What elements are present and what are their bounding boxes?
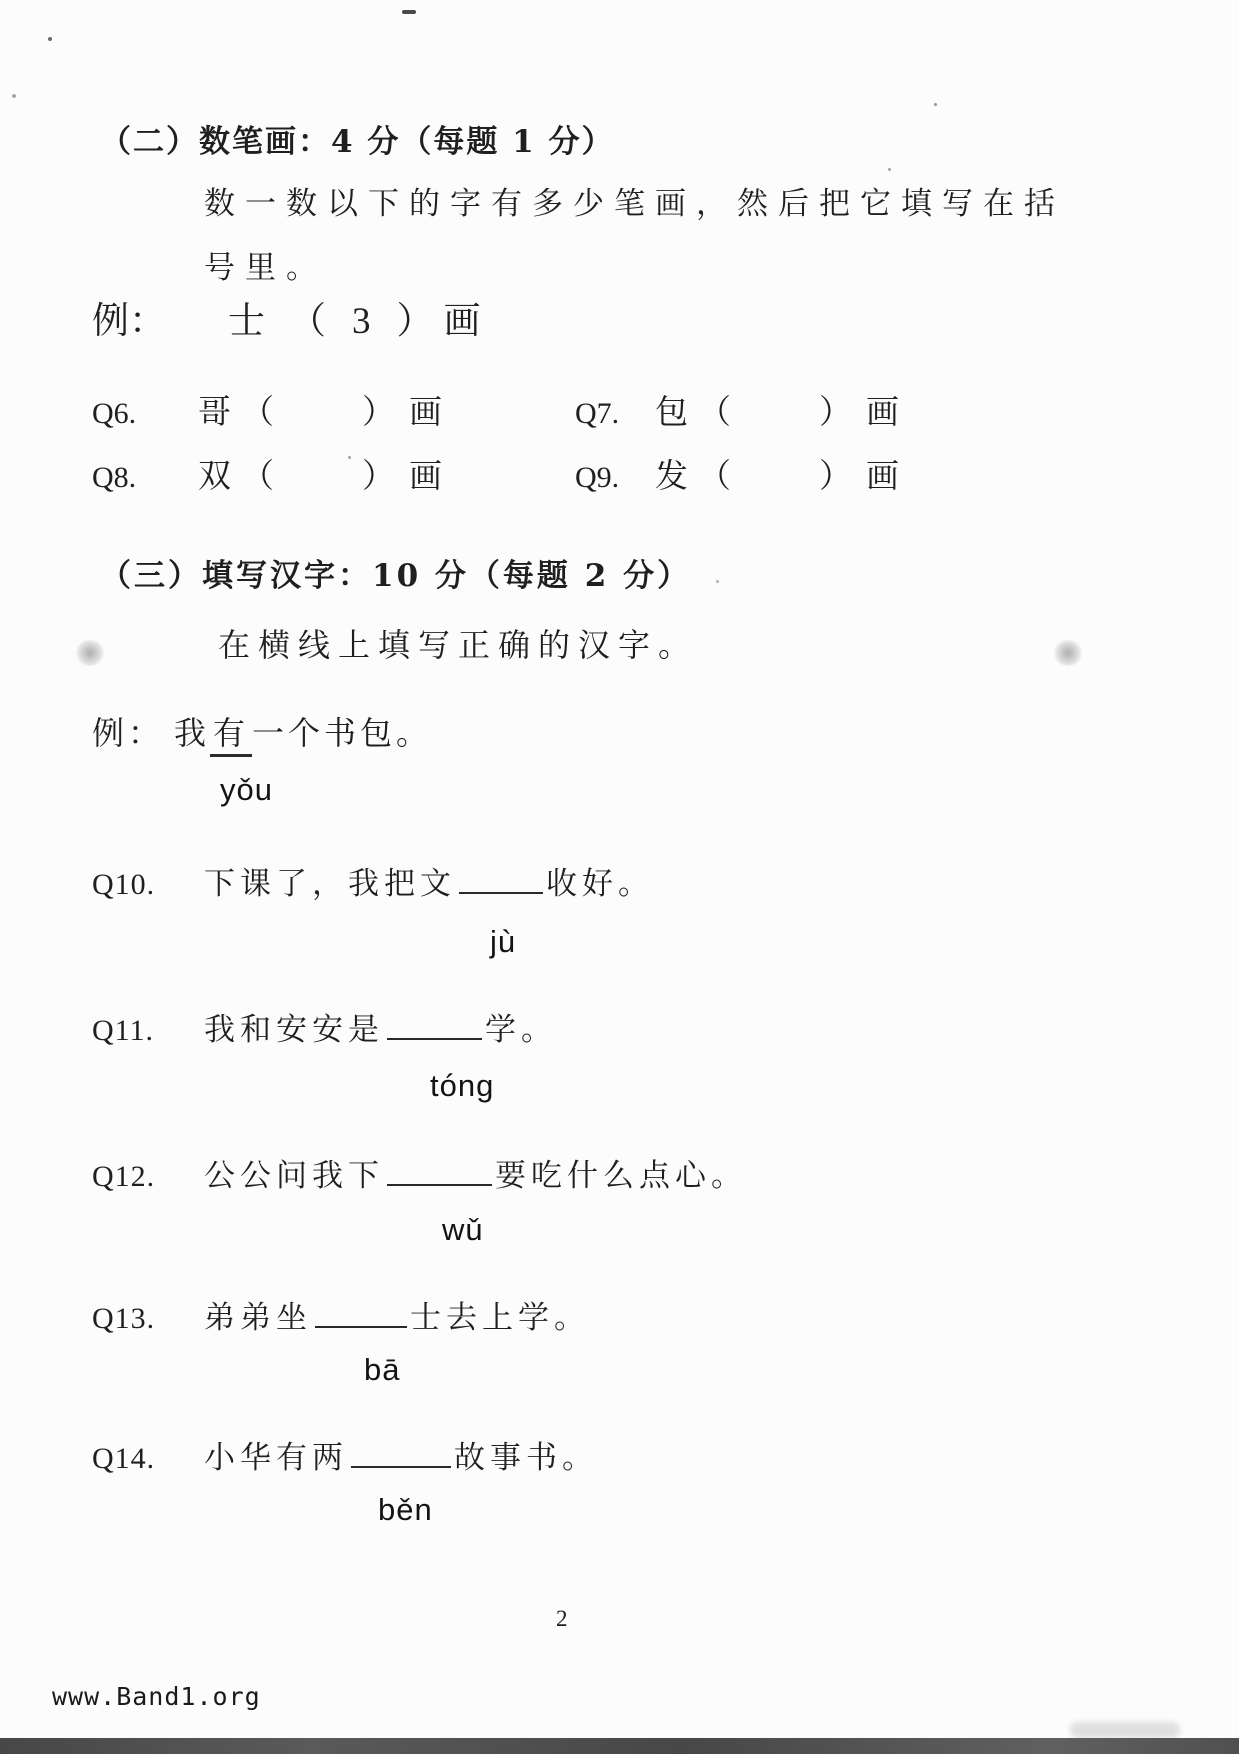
question-id: Q9. bbox=[575, 461, 620, 494]
underlined-answer: 有 bbox=[210, 714, 252, 757]
stroke-question-q6 bbox=[92, 386, 442, 433]
scan-artifact-dot bbox=[48, 37, 52, 41]
text-after-blank: 要吃什么点心。 bbox=[495, 1158, 747, 1194]
answer-blank bbox=[315, 1300, 407, 1328]
text-after-blank: 士去上学。 bbox=[410, 1300, 590, 1336]
section2-instruction-line1: 数一数以下的字有多少笔画，然后把它填写在括 bbox=[204, 186, 1065, 222]
answer-blank bbox=[459, 866, 543, 894]
page-number: 2 bbox=[556, 1606, 568, 1631]
scan-edge-bar bbox=[0, 1738, 1239, 1754]
fill-question-q11 bbox=[92, 1004, 557, 1049]
scan-artifact-dot bbox=[934, 103, 937, 106]
unit-label: 画 bbox=[409, 392, 442, 431]
example-answer: 3 bbox=[352, 301, 371, 342]
fill-question-q14 bbox=[92, 1432, 598, 1477]
text-before-blank: 公公问我下 bbox=[204, 1158, 384, 1194]
pinyin-hint: tóng bbox=[430, 1068, 495, 1103]
unit-label: 画 bbox=[866, 456, 899, 495]
pinyin-hint: běn bbox=[378, 1492, 433, 1527]
scan-artifact-dot bbox=[716, 580, 719, 583]
scan-artifact-blob bbox=[1070, 1722, 1180, 1738]
question-id: Q8. bbox=[92, 461, 137, 494]
scan-artifact-smudge bbox=[76, 640, 104, 666]
fill-question-q10 bbox=[92, 858, 654, 903]
close-paren: ） bbox=[819, 392, 852, 431]
scan-artifact-dash bbox=[402, 10, 416, 14]
answer-blank bbox=[387, 1158, 492, 1186]
example-text-after: 一个书包。 bbox=[252, 714, 433, 752]
answer-blank bbox=[387, 1012, 482, 1040]
pinyin-hint: bā bbox=[364, 1352, 401, 1387]
scan-artifact-smudge bbox=[1054, 640, 1082, 666]
pinyin-hint: wǔ bbox=[442, 1212, 484, 1247]
open-paren: （ bbox=[289, 299, 326, 342]
question-id: Q14. bbox=[92, 1442, 156, 1475]
open-paren: （ bbox=[241, 456, 274, 495]
pinyin-hint: jù bbox=[490, 924, 517, 959]
open-paren: （ bbox=[241, 392, 274, 431]
example-character: 士 bbox=[228, 299, 265, 342]
fill-example-row bbox=[92, 708, 432, 754]
text-after-blank: 故事书。 bbox=[454, 1440, 598, 1476]
example-label: 例： bbox=[92, 714, 165, 752]
stroke-question-q7 bbox=[575, 386, 899, 433]
text-before-blank: 小华有两 bbox=[204, 1440, 348, 1476]
section3-heading: （三）填写汉字：10 分（每题 2 分） bbox=[100, 558, 692, 594]
close-paren: ） bbox=[819, 456, 852, 495]
question-id: Q13. bbox=[92, 1302, 156, 1335]
section3-instruction: 在横线上填写正确的汉字。 bbox=[218, 626, 699, 664]
open-paren: （ bbox=[698, 392, 731, 431]
question-id: Q11. bbox=[92, 1014, 155, 1047]
question-id: Q7. bbox=[575, 397, 620, 430]
target-character: 双 bbox=[198, 456, 231, 495]
text-after-blank: 学。 bbox=[485, 1012, 557, 1048]
text-before-blank: 弟弟坐 bbox=[204, 1300, 312, 1336]
example-label: 例： bbox=[92, 299, 166, 342]
target-character: 包 bbox=[655, 392, 688, 431]
open-paren: （ bbox=[698, 456, 731, 495]
fill-question-q13 bbox=[92, 1292, 590, 1337]
close-paren: ） bbox=[362, 456, 395, 495]
scan-artifact-dot bbox=[12, 94, 16, 98]
answer-blank bbox=[351, 1440, 451, 1468]
stroke-question-q9 bbox=[575, 450, 899, 497]
question-id: Q6. bbox=[92, 397, 137, 430]
unit-label: 画 bbox=[409, 456, 442, 495]
unit-label: 画 bbox=[443, 299, 481, 342]
question-id: Q10. bbox=[92, 868, 156, 901]
section2-heading: （二）数笔画：4 分（每题 1 分） bbox=[100, 124, 615, 160]
target-character: 哥 bbox=[198, 392, 231, 431]
text-before-blank: 我和安安是 bbox=[204, 1012, 384, 1048]
unit-label: 画 bbox=[866, 392, 899, 431]
scan-artifact-dot bbox=[888, 168, 891, 171]
text-before-blank: 下课了，我把文 bbox=[204, 866, 456, 902]
close-paren: ） bbox=[362, 392, 395, 431]
stroke-question-q8 bbox=[92, 450, 442, 497]
target-character: 发 bbox=[655, 456, 688, 495]
question-id: Q12. bbox=[92, 1160, 156, 1193]
fill-question-q12 bbox=[92, 1150, 747, 1195]
pinyin-hint: yǒu bbox=[220, 772, 273, 807]
text-after-blank: 收好。 bbox=[546, 866, 654, 902]
website-footer: www.Band1.org bbox=[52, 1682, 261, 1711]
stroke-example-row bbox=[92, 290, 481, 344]
close-paren: ） bbox=[396, 299, 434, 342]
section2-instruction-line2: 号里。 bbox=[204, 250, 327, 286]
example-text-before: 我 bbox=[174, 714, 211, 752]
